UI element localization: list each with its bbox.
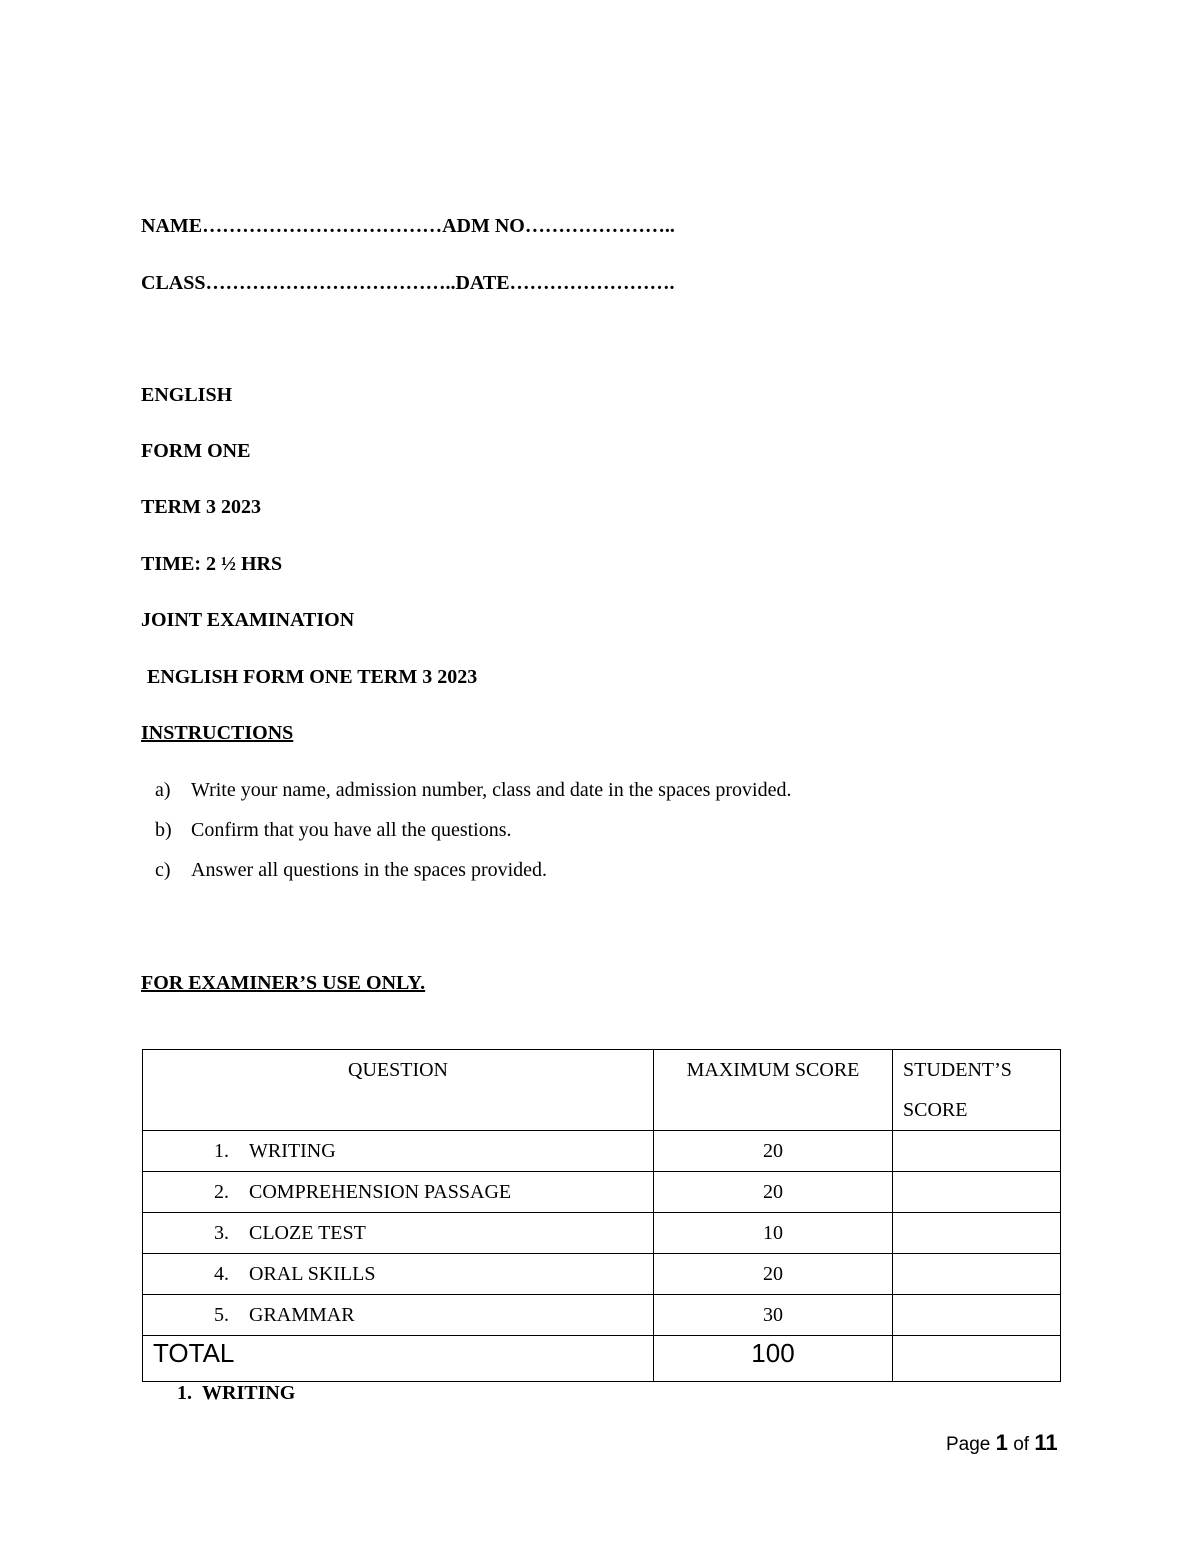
instruction-text: Confirm that you have all the questions. <box>191 819 512 841</box>
question-name: CLOZE TEST <box>249 1222 366 1244</box>
col-header-max-score: MAXIMUM SCORE <box>654 1050 893 1131</box>
class-date-line: CLASS………………………………..DATE……………………. <box>141 272 675 294</box>
form: FORM ONE <box>141 440 251 462</box>
instruction-text: Write your name, admission number, class and date in the spaces provided. <box>191 779 792 801</box>
total-row <box>143 1336 1061 1382</box>
time: TIME: 2 ½ HRS <box>141 553 283 575</box>
table-row <box>143 1254 1061 1295</box>
instruction-label: b) <box>155 819 172 841</box>
table-row <box>143 1213 1061 1254</box>
subject: ENGLISH <box>141 384 233 406</box>
instruction-item <box>155 778 791 802</box>
max-score-cell: 20 <box>654 1254 893 1295</box>
question-number: 1. <box>214 1140 229 1162</box>
student-score-cell[interactable] <box>893 1213 1061 1254</box>
student-score-cell[interactable] <box>893 1295 1061 1336</box>
total-label: TOTAL <box>143 1336 654 1382</box>
table-row <box>143 1172 1061 1213</box>
page-total: 11 <box>1034 1430 1058 1455</box>
col-header-student-score: STUDENT’S SCORE <box>893 1050 1061 1131</box>
max-score-cell: 20 <box>654 1172 893 1213</box>
instruction-label: a) <box>155 779 171 801</box>
max-score-cell: 30 <box>654 1295 893 1336</box>
page-number: 1 <box>995 1430 1008 1455</box>
max-score-cell: 10 <box>654 1213 893 1254</box>
exam-subtitle: ENGLISH FORM ONE TERM 3 2023 <box>147 666 478 688</box>
total-student-score[interactable] <box>893 1336 1061 1382</box>
table-header-row <box>143 1050 1061 1131</box>
name-adm-line: NAME………………………………ADM NO………………….. <box>141 215 675 237</box>
col-header-question: QUESTION <box>143 1050 654 1131</box>
max-score-cell: 20 <box>654 1131 893 1172</box>
student-score-cell[interactable] <box>893 1131 1061 1172</box>
term: TERM 3 2023 <box>141 496 261 518</box>
exam-type: JOINT EXAMINATION <box>141 609 355 631</box>
question-number: 4. <box>214 1263 229 1285</box>
total-max-score: 100 <box>654 1336 893 1382</box>
instructions-heading: INSTRUCTIONS <box>141 722 294 744</box>
question-cell <box>143 1131 654 1172</box>
instruction-text: Answer all questions in the spaces provided. <box>191 859 548 881</box>
question-name: ORAL SKILLS <box>249 1263 376 1285</box>
question-number: 5. <box>214 1304 229 1326</box>
question-name: WRITING <box>249 1140 336 1162</box>
student-score-cell[interactable] <box>893 1172 1061 1213</box>
question-cell <box>143 1213 654 1254</box>
table-row <box>143 1295 1061 1336</box>
instruction-label: c) <box>155 859 171 881</box>
question-cell <box>143 1295 654 1336</box>
section-heading <box>177 1381 295 1405</box>
question-number: 2. <box>214 1181 229 1203</box>
section-number: 1. <box>177 1382 192 1404</box>
page-footer <box>946 1430 1058 1456</box>
page-word: Page <box>946 1434 991 1455</box>
question-cell <box>143 1172 654 1213</box>
examiner-heading: FOR EXAMINER’S USE ONLY. <box>141 972 426 994</box>
section-title: WRITING <box>202 1382 296 1404</box>
question-number: 3. <box>214 1222 229 1244</box>
question-cell <box>143 1254 654 1295</box>
question-name: GRAMMAR <box>249 1304 355 1326</box>
question-name: COMPREHENSION PASSAGE <box>249 1181 512 1203</box>
marks-table <box>142 1049 1061 1382</box>
instruction-item <box>155 858 547 882</box>
table-row <box>143 1131 1061 1172</box>
of-word: of <box>1013 1434 1030 1455</box>
student-score-cell[interactable] <box>893 1254 1061 1295</box>
instruction-item <box>155 818 512 842</box>
